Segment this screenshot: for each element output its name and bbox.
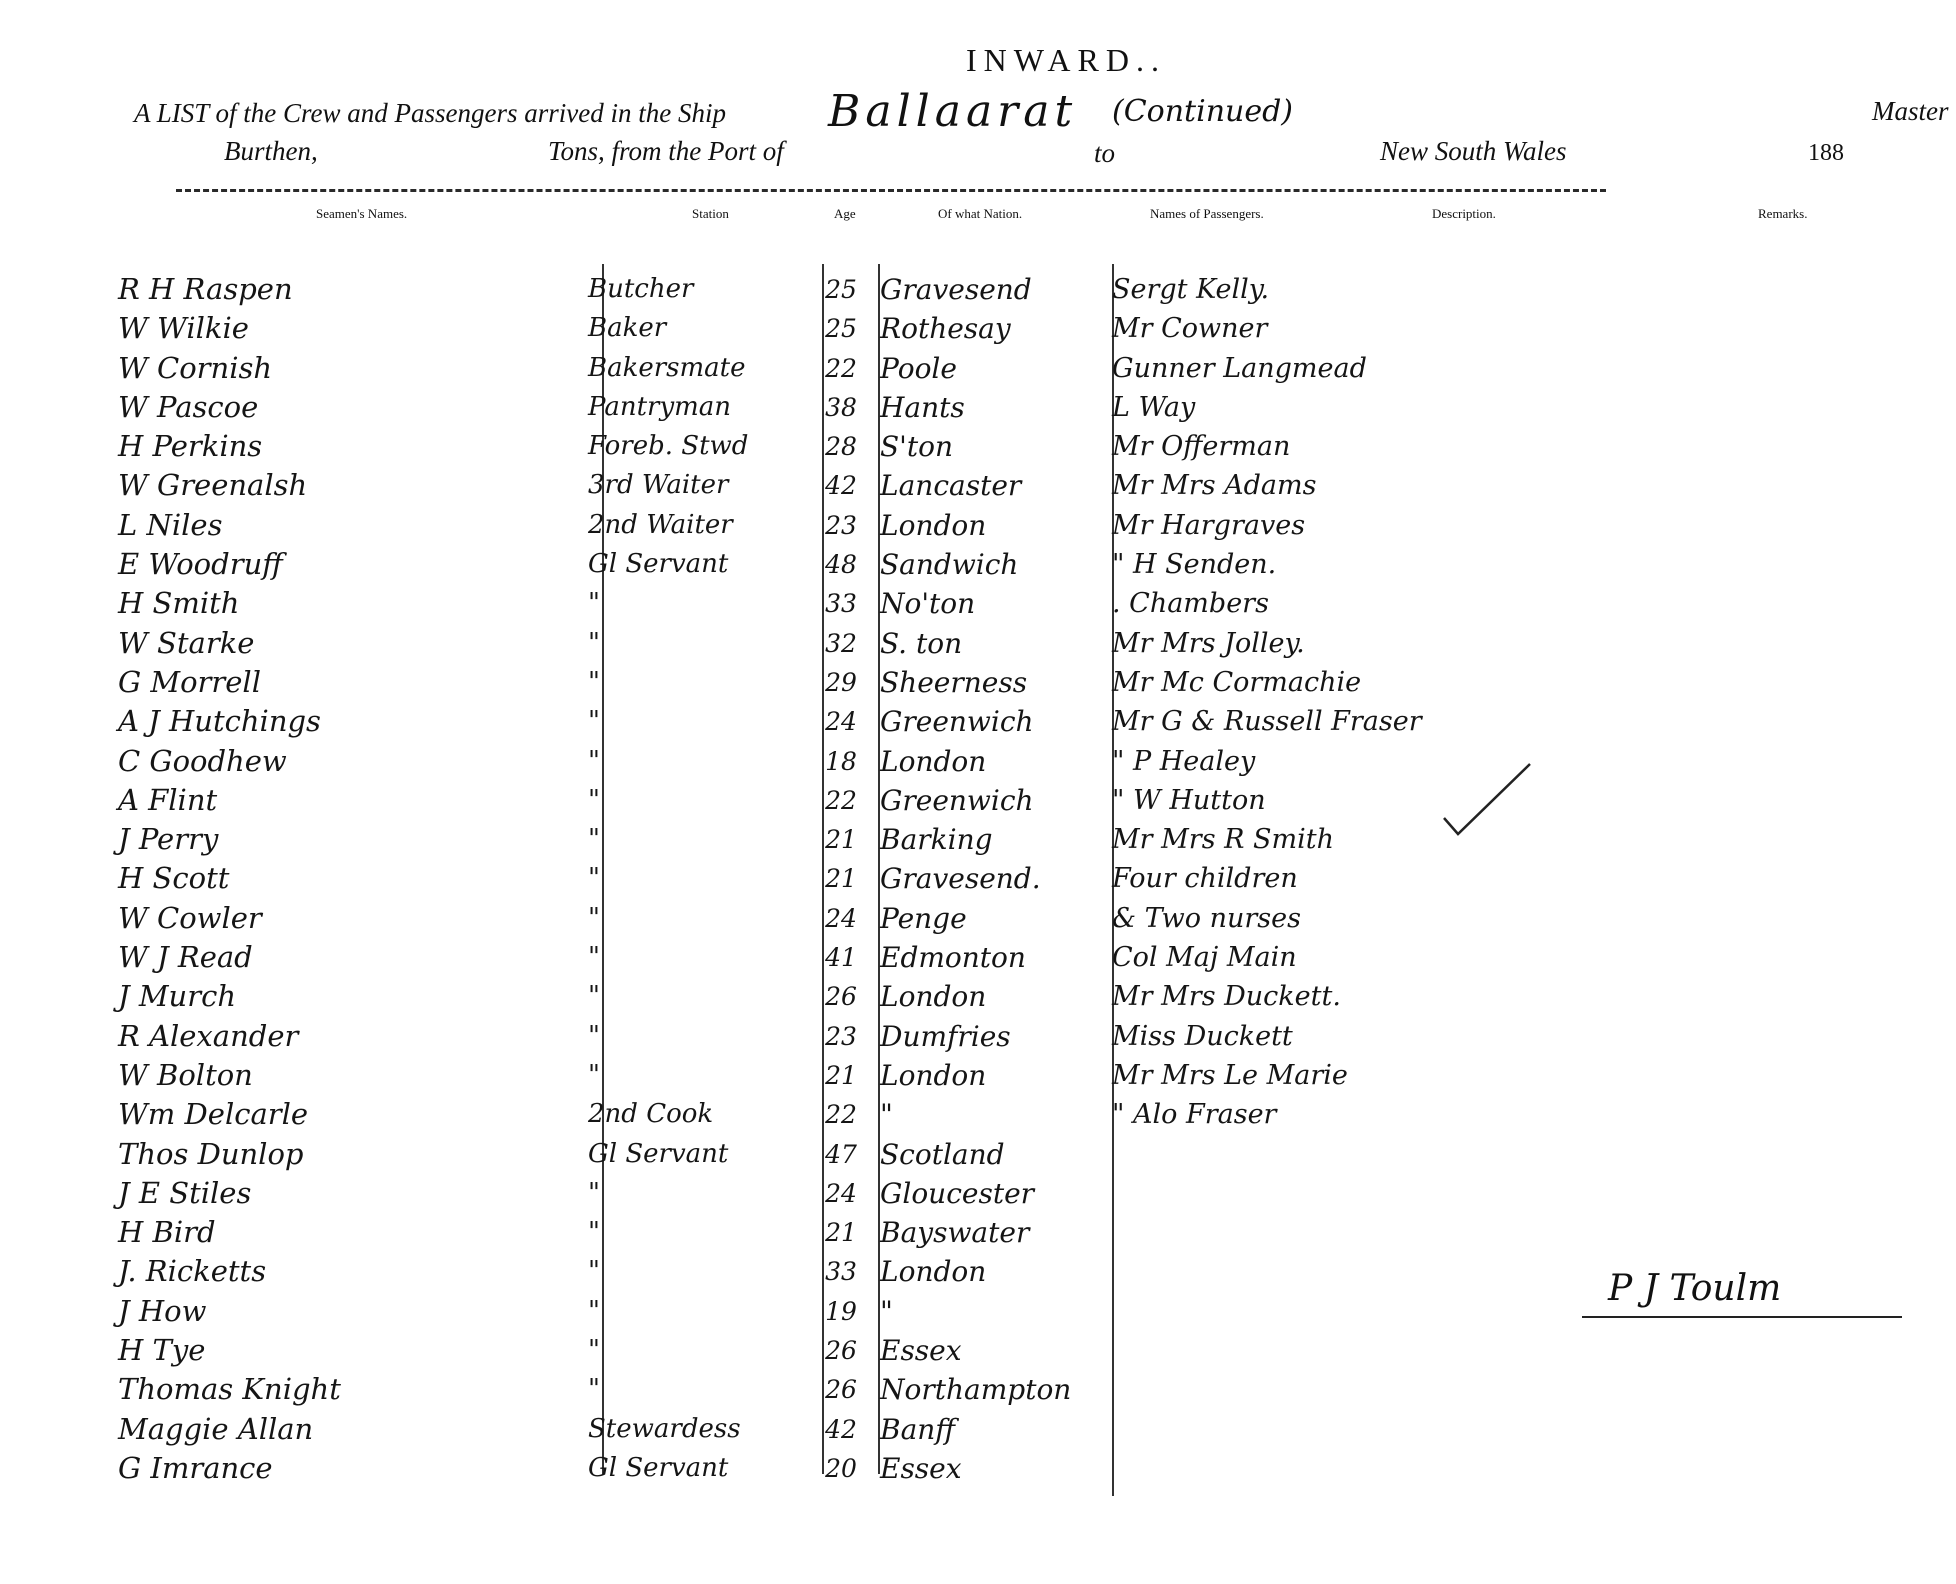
passenger-name: Mr Mrs R Smith: [1112, 824, 1335, 856]
passenger-name: Mr Mrs Jolley.: [1112, 627, 1305, 659]
passenger-name: Col Maj Main: [1112, 942, 1297, 974]
seaman-name: W Starke: [118, 625, 255, 660]
seaman-age: 28: [825, 432, 857, 462]
seaman-name: H Tye: [118, 1333, 206, 1368]
seaman-station: ": [588, 784, 600, 815]
passenger-name: Four children: [1112, 863, 1298, 895]
passenger-name: Mr Mrs Le Marie: [1112, 1059, 1348, 1091]
passenger-name: " H Senden.: [1112, 549, 1277, 581]
seaman-name: J How: [118, 1293, 207, 1328]
seaman-station: ": [588, 588, 600, 619]
passenger-name: Mr Mc Cormachie: [1112, 666, 1362, 698]
seaman-nation: Gloucester: [880, 1176, 1035, 1210]
seaman-station: Foreb. Stwd: [588, 431, 749, 462]
seaman-age: 22: [825, 1100, 857, 1130]
continued-note: (Continued): [1112, 94, 1293, 129]
seaman-nation: Edmonton: [880, 941, 1026, 975]
seaman-station: Bakersmate: [588, 352, 746, 383]
seaman-age: 23: [825, 510, 857, 540]
seaman-station: 2nd Waiter: [588, 509, 733, 540]
seamen-names-column: [118, 270, 578, 1488]
seaman-age: 38: [825, 392, 857, 422]
seaman-station: ": [588, 666, 600, 697]
burthen-label: Burthen,: [224, 136, 318, 166]
master-signature: P J Toulm: [1608, 1268, 1782, 1309]
col-age: Age: [834, 206, 856, 221]
seaman-nation: Greenwich: [880, 705, 1034, 739]
seaman-station: ": [588, 1020, 600, 1051]
seaman-age: 18: [825, 746, 857, 776]
passenger-name: Mr G & Russell Fraser: [1112, 706, 1422, 738]
header-rule: [176, 189, 1606, 192]
station-column: [588, 270, 828, 1488]
seaman-age: 26: [825, 1336, 857, 1366]
seaman-age: 26: [825, 1375, 857, 1405]
seaman-nation: Hants: [880, 390, 965, 424]
seaman-name: J. Ricketts: [118, 1254, 267, 1289]
seaman-age: 21: [825, 1060, 857, 1090]
seaman-station: ": [588, 1059, 600, 1090]
passenger-name: L Way: [1112, 391, 1196, 423]
seaman-station: ": [588, 1177, 600, 1208]
seaman-age: 26: [825, 982, 857, 1012]
seaman-age: 47: [825, 1139, 857, 1169]
seaman-nation: No'ton: [880, 587, 976, 621]
seaman-nation: Gravesend: [880, 273, 1032, 306]
seaman-station: Gl Servant: [588, 549, 729, 580]
seaman-age: 42: [825, 1414, 857, 1444]
seaman-nation: Gravesend.: [880, 862, 1041, 896]
seaman-age: 24: [825, 707, 857, 737]
seaman-name: J E Stiles: [118, 1175, 252, 1210]
seaman-station: ": [588, 745, 600, 776]
seaman-age: 24: [825, 1178, 857, 1208]
ship-name: Ballaarat: [828, 86, 1078, 137]
list-title: A LIST of the Crew and Passengers arrived in the Ship: [134, 98, 726, 128]
seaman-nation: London: [880, 508, 987, 542]
destination: New South Wales: [1380, 136, 1567, 166]
inward-heading: INWARD..: [966, 42, 1166, 78]
seaman-nation: London: [880, 980, 987, 1014]
passenger-name: Mr Mrs Duckett.: [1112, 981, 1341, 1013]
col-nation: Of what Nation.: [938, 206, 1023, 221]
seaman-name: A J Hutchings: [118, 704, 321, 739]
seaman-name: W Cowler: [118, 900, 262, 935]
passenger-name: Miss Duckett: [1112, 1020, 1293, 1052]
seaman-age: 22: [825, 785, 857, 815]
seaman-nation: Banff: [880, 1412, 956, 1446]
seaman-nation: Essex: [880, 1334, 962, 1368]
seaman-nation: Penge: [880, 901, 967, 935]
seaman-nation: Greenwich: [880, 783, 1034, 817]
seaman-name: W J Read: [118, 940, 253, 975]
passenger-name: " Alo Fraser: [1112, 1099, 1277, 1131]
seaman-station: 2nd Cook: [588, 1099, 714, 1130]
tick-mark-icon: [1440, 760, 1540, 840]
seaman-age: 48: [825, 550, 857, 580]
col-seamen-names: Seamen's Names.: [316, 206, 408, 221]
seaman-name: H Scott: [118, 861, 230, 896]
seaman-station: Pantryman: [588, 391, 732, 422]
col-station: Station: [692, 206, 729, 221]
seaman-name: H Smith: [118, 586, 240, 621]
seaman-station: ": [588, 942, 600, 973]
nation-column: [880, 270, 1120, 1488]
seaman-age: 21: [825, 825, 857, 855]
seaman-nation: S. ton: [880, 626, 963, 660]
seaman-nation: Rothesay: [880, 312, 1011, 346]
year: 188: [1808, 140, 1844, 166]
seaman-nation: ": [880, 1294, 893, 1328]
seaman-nation: London: [880, 1255, 987, 1289]
passenger-name: & Two nurses: [1112, 902, 1301, 934]
col-passengers: Names of Passengers.: [1150, 206, 1264, 221]
seaman-name: J Murch: [118, 979, 236, 1014]
seaman-name: W Greenalsh: [118, 468, 308, 503]
seaman-name: Thomas Knight: [118, 1372, 341, 1407]
passenger-name: Mr Hargraves: [1112, 509, 1306, 541]
seaman-station: ": [588, 706, 600, 737]
signature-line: [1582, 1316, 1902, 1318]
seaman-name: Thos Dunlop: [118, 1136, 304, 1171]
seaman-nation: London: [880, 1058, 987, 1092]
seaman-station: ": [588, 1295, 600, 1326]
seaman-nation: Essex: [880, 1451, 962, 1485]
seaman-nation: S'ton: [880, 430, 954, 464]
seaman-station: ": [588, 1256, 600, 1287]
seaman-name: H Bird: [118, 1215, 216, 1250]
seaman-age: 42: [825, 471, 857, 501]
seaman-nation: Sandwich: [880, 548, 1019, 582]
seaman-station: ": [588, 981, 600, 1012]
seaman-station: Butcher: [588, 274, 694, 304]
seaman-age: 24: [825, 903, 857, 933]
seaman-nation: ": [880, 1098, 893, 1132]
seaman-nation: Dumfries: [880, 1019, 1011, 1053]
seaman-name: H Perkins: [118, 429, 263, 464]
seaman-nation: Bayswater: [880, 1216, 1030, 1250]
seaman-age: 29: [825, 667, 857, 697]
passenger-name: . Chambers: [1112, 588, 1269, 620]
seaman-age: 19: [825, 1296, 857, 1326]
seaman-station: ": [588, 1217, 600, 1248]
seaman-age: 23: [825, 1021, 857, 1051]
seaman-station: ": [588, 1374, 600, 1405]
to-label: to: [1094, 138, 1116, 168]
seaman-age: 21: [825, 864, 857, 894]
passenger-name: " W Hutton: [1112, 784, 1266, 816]
seaman-name: Wm Delcarle: [118, 1097, 309, 1132]
seaman-station: Gl Servant: [588, 1452, 729, 1483]
seaman-name: Maggie Allan: [118, 1411, 314, 1446]
age-column: [808, 270, 874, 1488]
seaman-age: 20: [825, 1453, 857, 1483]
seaman-age: 21: [825, 1218, 857, 1248]
seaman-name: R H Raspen: [118, 272, 293, 306]
seaman-nation: Poole: [880, 351, 957, 385]
seaman-name: W Wilkie: [118, 311, 249, 346]
passenger-name: Gunner Langmead: [1112, 352, 1367, 384]
tons-from-port-label: Tons, from the Port of: [548, 136, 784, 166]
seaman-nation: London: [880, 744, 987, 778]
seaman-age: 22: [825, 353, 857, 383]
seaman-station: ": [588, 902, 600, 933]
seaman-name: W Bolton: [118, 1057, 253, 1092]
seaman-age: 33: [825, 589, 857, 619]
seaman-name: A Flint: [118, 782, 218, 817]
seaman-station: ": [588, 1335, 600, 1366]
seaman-age: 41: [825, 943, 857, 973]
passenger-name: Mr Offerman: [1112, 431, 1291, 463]
seaman-station: Gl Servant: [588, 1138, 729, 1169]
seaman-name: C Goodhew: [118, 743, 287, 778]
seaman-name: L Niles: [118, 507, 223, 542]
seaman-station: Baker: [588, 313, 667, 344]
seaman-name: W Pascoe: [118, 389, 259, 424]
seaman-name: G Morrell: [118, 664, 261, 699]
master-label: Master: [1872, 96, 1949, 126]
seaman-station: ": [588, 627, 600, 658]
seaman-age: 25: [825, 314, 857, 344]
col-remarks: Remarks.: [1758, 206, 1808, 221]
col-description: Description.: [1432, 206, 1496, 221]
seaman-nation: Barking: [880, 823, 993, 857]
passenger-name: Mr Mrs Adams: [1112, 470, 1317, 502]
seaman-station: Stewardess: [588, 1413, 741, 1444]
seaman-nation: Northampton: [880, 1373, 1072, 1407]
seaman-name: J Perry: [118, 822, 219, 857]
seaman-name: R Alexander: [118, 1018, 299, 1053]
seaman-name: W Cornish: [118, 350, 273, 385]
passengers-column: [1112, 270, 1512, 1135]
seaman-station: ": [588, 824, 600, 855]
seaman-station: ": [588, 863, 600, 894]
seaman-nation: Sheerness: [880, 665, 1028, 699]
seaman-nation: Scotland: [880, 1137, 1005, 1171]
seaman-age: 32: [825, 628, 857, 658]
seaman-nation: Lancaster: [880, 469, 1022, 503]
seaman-station: 3rd Waiter: [588, 470, 729, 501]
seaman-name: G Imrance: [118, 1450, 273, 1485]
passenger-name: Sergt Kelly.: [1112, 274, 1270, 305]
seaman-age: 33: [825, 1257, 857, 1287]
seaman-name: E Woodruff: [118, 547, 283, 582]
seaman-age: 25: [825, 275, 857, 304]
passenger-name: Mr Cowner: [1112, 313, 1268, 345]
passenger-name: " P Healey: [1112, 745, 1256, 777]
